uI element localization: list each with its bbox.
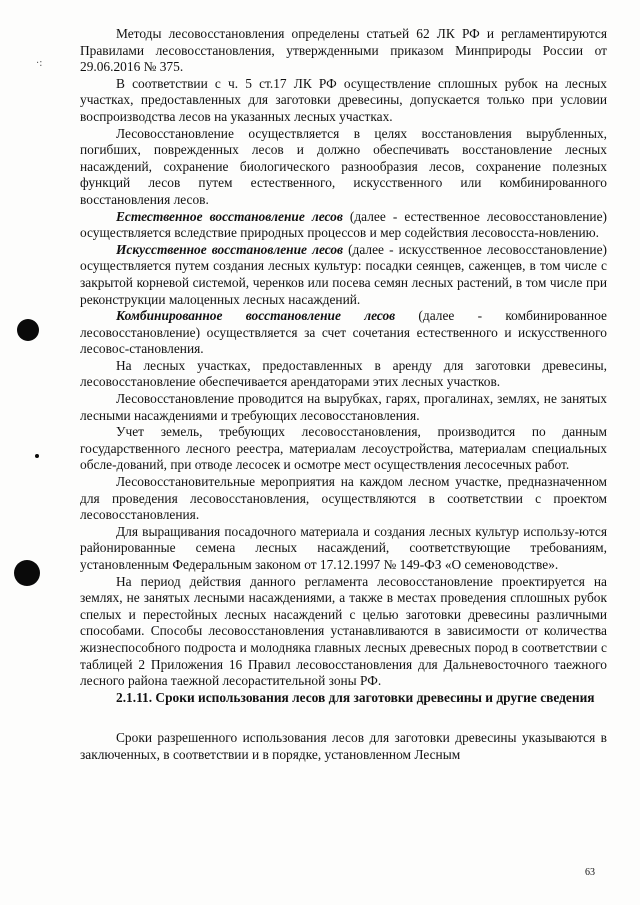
method-paragraph bbox=[80, 242, 607, 308]
punch-hole-bottom bbox=[14, 560, 40, 586]
paragraph: Лесовосстановительные мероприятия на каждом лесном участке, предназначенном для проведения лесовосстановления, осуществляются в соответствии с проектом лесовосстановления. bbox=[80, 474, 607, 523]
paragraph: Сроки разрешенного использования лесов для заготовки древесины указываются в заключенных, в соответствии и в порядке, установленном Лесным bbox=[80, 730, 607, 762]
page-number: 63 bbox=[585, 867, 595, 878]
paragraph: На лесных участках, предоставленных в аренду для заготовки древесины, лесовосстановление обеспечивается арендаторами этих лесных участков. bbox=[80, 357, 607, 390]
method-term: Искусственное восстановление лесов bbox=[116, 241, 344, 257]
method-term: Комбинированное восстановление лесов bbox=[116, 308, 396, 324]
paragraph: В соответствии с ч. 5 ст.17 ЛК РФ осуществление сплошных рубок на лесных участках, предоставленных для заготовки древесины, допускается только при условии воспроизводства лесов на указанных лесных участках. bbox=[80, 75, 607, 124]
paragraph: Для выращивания посадочного материала и создания лесных культур использу-ются районированные семена лесных насаждений, соответствующие требованиям, установленным Федеральным законом от 17.12.1997 № 149-ФЗ «О семеноводстве». bbox=[80, 523, 607, 572]
method-term: Естественное восстановление лесов bbox=[116, 208, 343, 224]
method-text: (далее - комбинированное лесовосстановление) осуществляется за счет сочетания естественного и искусственного лесовос-становления. bbox=[80, 308, 607, 357]
method-text: (далее - искусственное лесовосстановление) осуществляется путем создания лесных культур: посадки сеянцев, саженцев, в том числе с закрытой корневой системой, черенков или посева семян лесных растений, в том числе при реконструкции малоценных лесных насаждений. bbox=[80, 241, 607, 307]
section-gap bbox=[80, 706, 607, 730]
paragraph: Лесовосстановление осуществляется в целях восстановления вырубленных, погибших, поврежденных лесов и должно обеспечивать восстановление лесных насаждений, сохранение биологического разнообразия лесов, сохранение полезных функций лесов путем естественного, искусственного или комбинированного восстановления лесов. bbox=[80, 125, 607, 207]
paragraph: Методы лесовосстановления определены статьей 62 ЛК РФ и регламентируются Правилами лесовосстановления, утвержденными приказом Минприроды России от 29.06.2016 № 375. bbox=[80, 26, 607, 75]
paragraph: Учет земель, требующих лесовосстановления, производится по данным государственного лесного реестра, материалам лесоустройства, материалам специальных обсле-дований, при отводе лесосек и осмотре мест осуществления лесосечных работ. bbox=[80, 424, 607, 473]
scan-dot bbox=[35, 454, 39, 458]
method-paragraph bbox=[80, 308, 607, 358]
method-paragraph bbox=[80, 209, 607, 242]
section-heading: 2.1.11. Сроки использования лесов для заготовки древесины и другие сведения bbox=[116, 689, 595, 705]
scan-mark: ·: bbox=[36, 58, 43, 69]
punch-hole-top bbox=[17, 319, 39, 341]
paragraph: На период действия данного регламента лесовосстановление проектируется на землях, не занятых лесными насаждениями, а также в местах проведения сплошных рубок спелых и перестойных лесных насаждений с целью заготовки древесины различными способами. Способы лесовосстановления устанавливаются в зависимости от количества жизнеспособного подроста и молодняка главных лесных древесных пород в соответствии с таблицей 2 Приложения 16 Правил лесовосстановления для Дальневосточного таежного лесного района таежной лесорастительной зоны РФ. bbox=[80, 573, 607, 689]
document-body bbox=[80, 26, 607, 764]
paragraph: Лесовосстановление проводится на вырубках, гарях, прогалинах, землях, не занятых лесными насаждениями и требующих лесовосстановления. bbox=[80, 391, 607, 423]
method-text: (далее - естественное лесовосстановление) осуществляется вследствие природных процессов и мер содействия лесовосста-новлению. bbox=[80, 208, 607, 241]
